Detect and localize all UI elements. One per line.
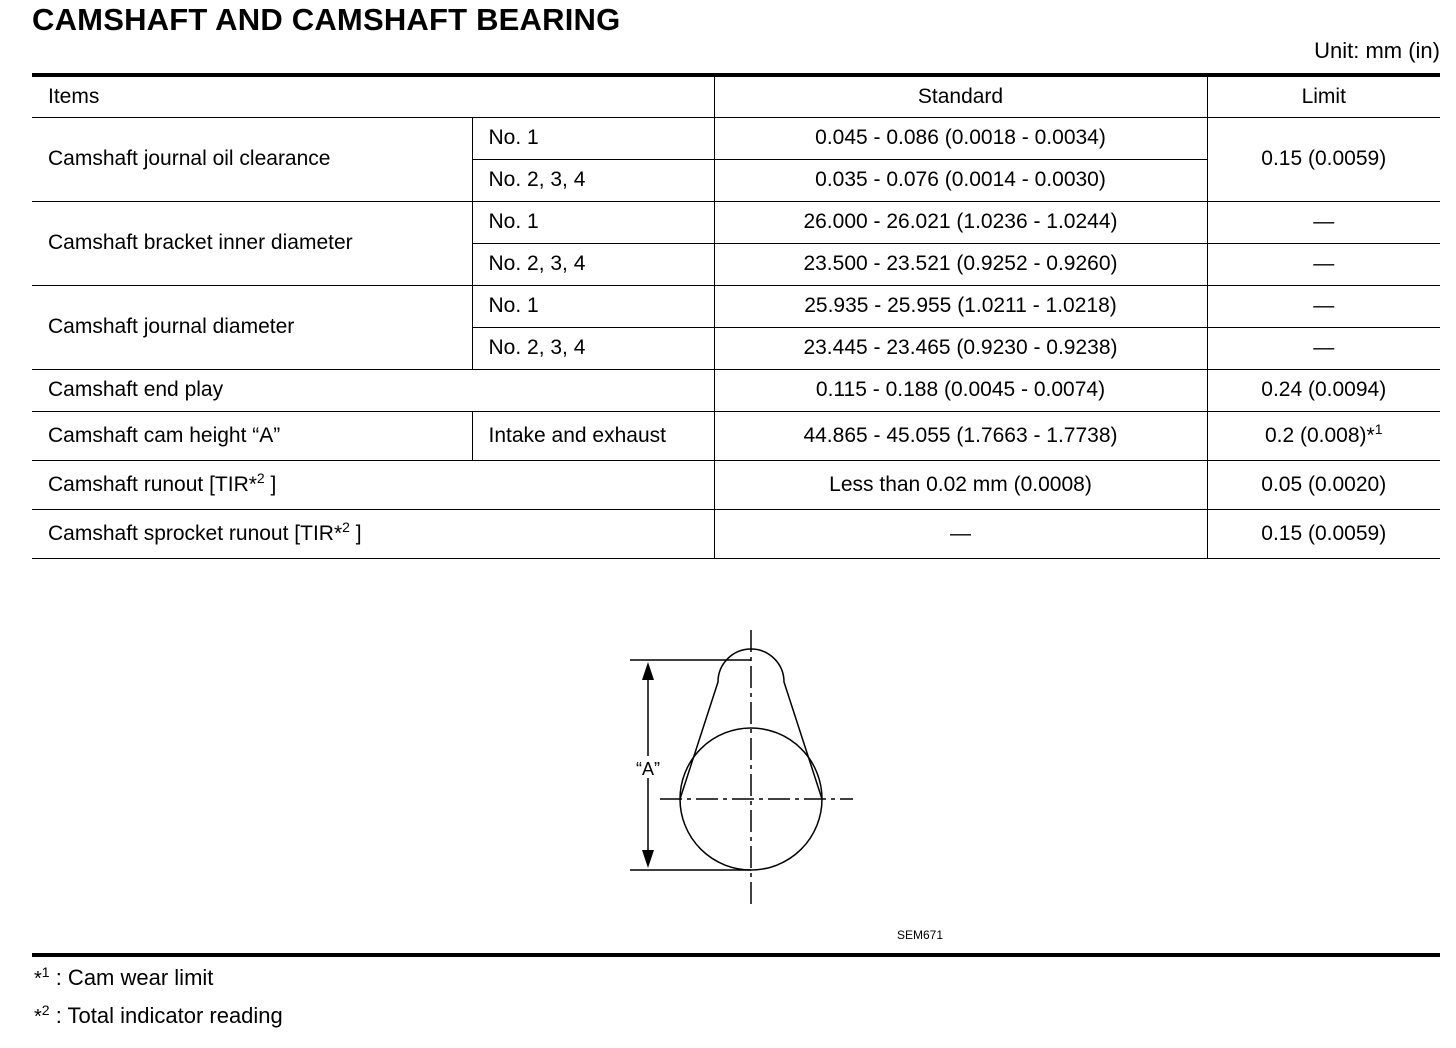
standard-cell: 26.000 - 26.021 (1.0236 - 1.0244) <box>714 202 1207 244</box>
figure-code: SEM671 <box>897 928 944 942</box>
standard-cell: — <box>714 510 1207 559</box>
limit-cell: — <box>1207 328 1440 370</box>
table-header-row <box>32 75 1440 118</box>
standard-cell: 0.035 - 0.076 (0.0014 - 0.0030) <box>714 160 1207 202</box>
item-text-tail: ] <box>349 521 362 545</box>
header-standard: Standard <box>714 75 1207 118</box>
standard-cell: 23.445 - 23.465 (0.9230 - 0.9238) <box>714 328 1207 370</box>
footnote-number: 2 <box>41 1002 50 1018</box>
header-items: Items <box>48 84 100 108</box>
sub-cell: No. 2, 3, 4 <box>472 160 714 202</box>
item-text: Camshaft sprocket runout [TIR* <box>48 521 343 545</box>
sub-cell: No. 1 <box>472 286 714 328</box>
limit-cell: 0.24 (0.0094) <box>1207 370 1440 412</box>
sub-cell: Intake and exhaust <box>472 412 714 461</box>
standard-cell: 0.115 - 0.188 (0.0045 - 0.0074) <box>714 370 1207 412</box>
table-row <box>32 286 1440 328</box>
table-row <box>32 412 1440 461</box>
limit-cell: 0.15 (0.0059) <box>1207 510 1440 559</box>
limit-cell <box>1207 412 1440 461</box>
spec-table <box>32 73 1440 559</box>
arrow-down-icon <box>642 850 654 868</box>
item-cell <box>32 510 714 559</box>
table-row <box>32 370 1440 412</box>
page-title: CAMSHAFT AND CAMSHAFT BEARING <box>32 2 621 37</box>
item-cell: Camshaft bracket inner diameter <box>32 202 472 286</box>
footnote-mark: * <box>34 1006 42 1028</box>
limit-cell: 0.05 (0.0020) <box>1207 461 1440 510</box>
table-row <box>32 461 1440 510</box>
header-limit: Limit <box>1207 75 1440 118</box>
limit-cell: — <box>1207 202 1440 244</box>
item-cell: Camshaft end play <box>48 378 224 402</box>
footnote-text: : Cam wear limit <box>49 965 214 990</box>
footnote-ref: 1 <box>1374 420 1383 437</box>
sub-cell: No. 1 <box>472 202 714 244</box>
limit-cell: — <box>1207 244 1440 286</box>
footnote-mark: * <box>34 968 42 990</box>
standard-cell: 23.500 - 23.521 (0.9252 - 0.9260) <box>714 244 1207 286</box>
standard-cell: Less than 0.02 mm (0.0008) <box>714 461 1207 510</box>
table-row <box>32 202 1440 244</box>
item-cell <box>32 461 714 510</box>
table-row <box>32 510 1440 559</box>
table-row <box>32 118 1440 160</box>
footnote-1 <box>34 965 213 991</box>
limit-text: 0.2 (0.008)* <box>1264 423 1375 447</box>
standard-cell: 25.935 - 25.955 (1.0211 - 1.0218) <box>714 286 1207 328</box>
item-text-tail: ] <box>264 472 277 496</box>
sub-cell: No. 1 <box>472 118 714 160</box>
limit-cell: — <box>1207 286 1440 328</box>
item-cell: Camshaft cam height “A” <box>48 423 281 447</box>
cam-height-diagram <box>600 622 880 922</box>
footnote-number: 1 <box>41 964 50 980</box>
item-text: Camshaft runout [TIR* <box>48 472 257 496</box>
sub-cell: No. 2, 3, 4 <box>472 328 714 370</box>
footnote-text: : Total indicator reading <box>49 1003 283 1028</box>
footer-divider <box>32 953 1440 957</box>
standard-cell: 0.045 - 0.086 (0.0018 - 0.0034) <box>714 118 1207 160</box>
standard-cell: 44.865 - 45.055 (1.7663 - 1.7738) <box>714 412 1207 461</box>
limit-cell: 0.15 (0.0059) <box>1207 118 1440 202</box>
unit-label: Unit: mm (in) <box>1314 38 1440 63</box>
dimension-label: “A” <box>636 759 660 779</box>
sub-cell: No. 2, 3, 4 <box>472 244 714 286</box>
arrow-up-icon <box>642 662 654 680</box>
footnote-2 <box>34 1003 283 1029</box>
footnote-ref: 2 <box>256 469 265 486</box>
item-cell: Camshaft journal oil clearance <box>32 118 472 202</box>
item-cell: Camshaft journal diameter <box>32 286 472 370</box>
footnote-ref: 2 <box>342 518 350 535</box>
